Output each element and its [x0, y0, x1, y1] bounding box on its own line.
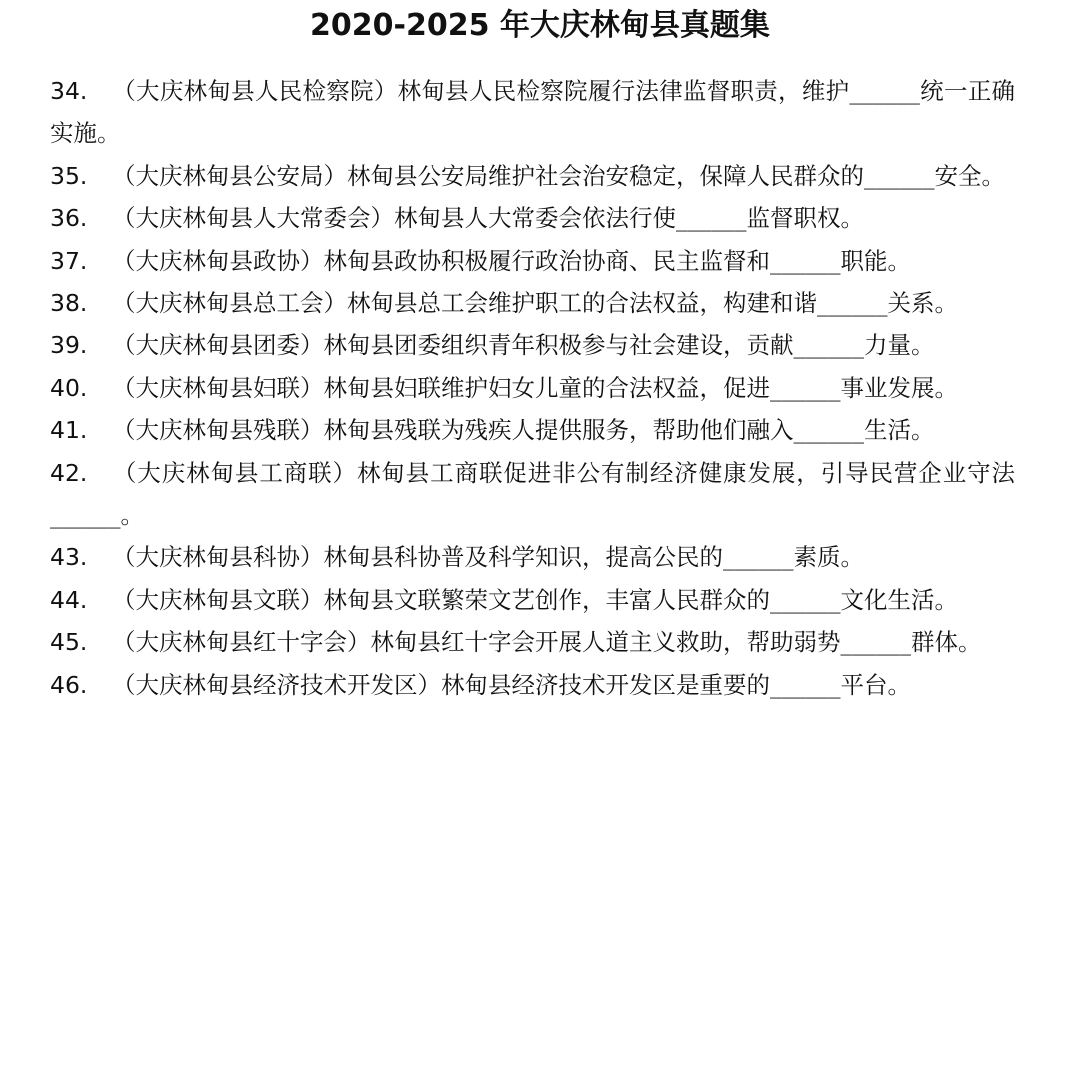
question-item [50, 536, 1015, 578]
question-number: 38. [50, 289, 88, 318]
question-text: （大庆林甸县妇联）林甸县妇联维护妇女儿童的合法权益，促进______事业发展。 [112, 373, 958, 402]
question-item [50, 197, 1015, 239]
question-text: （大庆林甸县工商联）林甸县工商联促进非公有制经济健康发展，引导民营企业守法______。 [50, 458, 1015, 530]
question-text: （大庆林甸县残联）林甸县残联为残疾人提供服务，帮助他们融入______生活。 [112, 416, 935, 445]
question-number: 40. [50, 373, 88, 402]
question-item [50, 621, 1015, 663]
question-number: 43. [50, 543, 88, 572]
question-list [50, 70, 1015, 706]
question-text: （大庆林甸县总工会）林甸县总工会维护职工的合法权益，构建和谐______关系。 [112, 289, 958, 318]
question-item [50, 664, 1015, 706]
question-item [50, 579, 1015, 621]
question-number: 41. [50, 416, 88, 445]
question-item [50, 70, 1015, 155]
question-item [50, 240, 1015, 282]
question-text: （大庆林甸县文联）林甸县文联繁荣文艺创作，丰富人民群众的______文化生活。 [112, 585, 958, 614]
question-number: 45. [50, 628, 88, 657]
question-text: （大庆林甸县科协）林甸县科协普及科学知识，提高公民的______素质。 [112, 543, 864, 572]
question-number: 37. [50, 246, 88, 275]
question-number: 44. [50, 585, 88, 614]
question-item [50, 452, 1015, 537]
question-number: 34. [50, 77, 88, 105]
question-text: （大庆林甸县团委）林甸县团委组织青年积极参与社会建设，贡献______力量。 [112, 331, 935, 360]
question-item [50, 282, 1015, 324]
question-text: （大庆林甸县政协）林甸县政协积极履行政治协商、民主监督和______职能。 [112, 246, 911, 275]
question-number: 46. [50, 670, 88, 699]
question-item [50, 409, 1015, 451]
question-text: （大庆林甸县经济技术开发区）林甸县经济技术开发区是重要的______平台。 [112, 670, 911, 699]
question-item [50, 155, 1015, 197]
question-number: 39. [50, 331, 88, 360]
question-number: 35. [50, 161, 88, 190]
question-text: （大庆林甸县红十字会）林甸县红十字会开展人道主义救助，帮助弱势______群体。 [112, 628, 982, 657]
question-item [50, 324, 1015, 366]
question-item [50, 367, 1015, 409]
question-text: （大庆林甸县人民检察院）林甸县人民检察院履行法律监督职责，维护______统一正确实施。 [50, 77, 1015, 148]
question-text: （大庆林甸县公安局）林甸县公安局维护社会治安稳定，保障人民群众的______安全。 [112, 161, 1005, 190]
page-title: 2020-2025 年大庆林甸县真题集 [310, 8, 770, 43]
question-text: （大庆林甸县人大常委会）林甸县人大常委会依法行使______监督职权。 [112, 204, 864, 233]
question-number: 36. [50, 204, 88, 233]
question-number: 42. [50, 458, 88, 487]
